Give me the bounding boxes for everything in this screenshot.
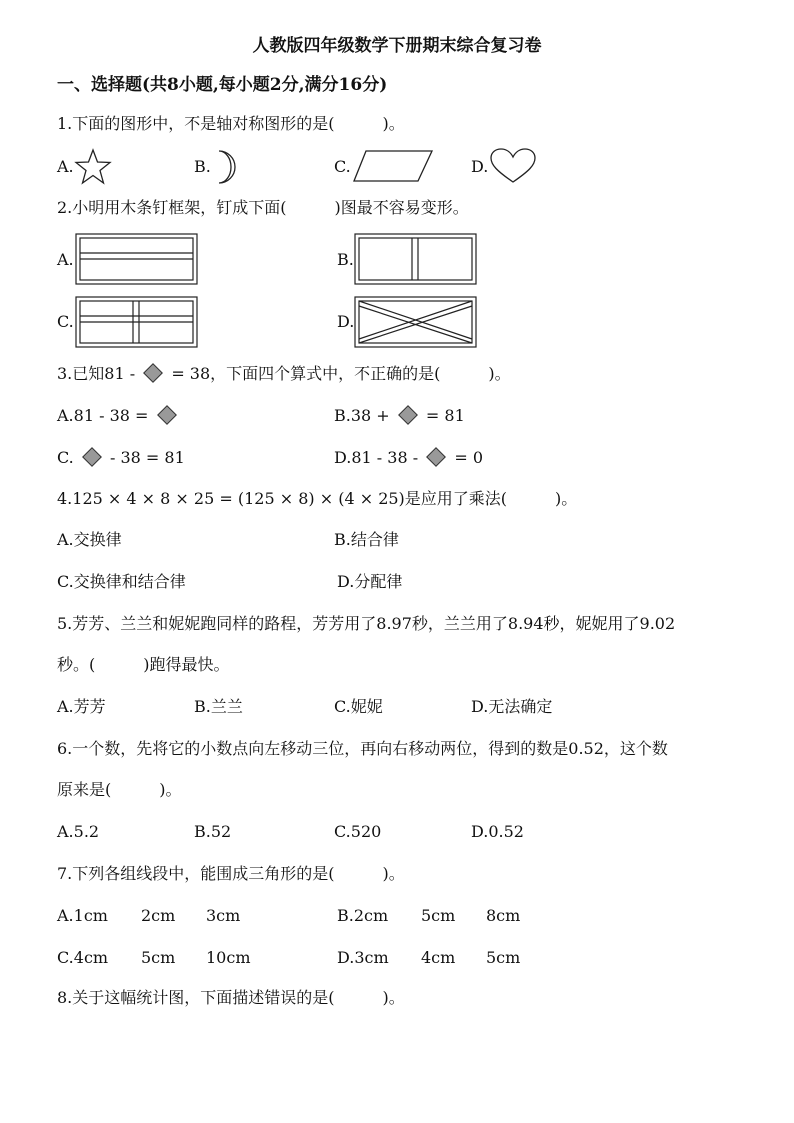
question-6-stem-line2: 原来是( )。 — [57, 780, 182, 799]
q6-option-b: B.52 — [194, 822, 232, 841]
q2-option-b-label: B. — [337, 250, 354, 269]
q7-option-c-3: 10cm — [206, 948, 251, 967]
q6-option-c: C.520 — [334, 822, 382, 841]
frame-c-figure — [75, 296, 198, 348]
q7-option-d-1: D.3cm — [337, 948, 389, 967]
question-8-stem: 8.关于这幅统计图，下面描述错误的是( )。 — [57, 988, 405, 1007]
q7-option-d-3: 5cm — [486, 948, 521, 967]
q5-option-b: B.兰兰 — [194, 697, 243, 716]
q7-option-a-1: A.1cm — [57, 906, 108, 925]
q3-option-d-suffix: = 0 — [454, 448, 483, 467]
q7-option-a-2: 2cm — [141, 906, 176, 925]
frame-a-figure — [75, 233, 198, 285]
diamond-icon — [82, 447, 102, 467]
q3-option-b-suffix: = 81 — [425, 406, 465, 425]
q3-option-b-text: B.38 + — [334, 406, 390, 425]
q3-option-c — [57, 448, 185, 468]
diamond-icon — [398, 405, 418, 425]
q7-option-a-3: 3cm — [206, 906, 241, 925]
q3-option-a — [57, 406, 180, 426]
heart-icon — [489, 147, 537, 185]
q2-option-d-label: D. — [337, 312, 355, 331]
q3-option-c-text: C. — [57, 448, 74, 467]
diamond-icon — [426, 447, 446, 467]
q1-option-d-label: D. — [471, 157, 489, 176]
q3-stem-suffix: = 38，下面四个算式中，不正确的是( )。 — [171, 364, 511, 383]
q7-option-b-2: 5cm — [421, 906, 456, 925]
question-4-stem: 4.125 × 4 × 8 × 25 = (125 × 8) × (4 × 25)是应用了乘法( )。 — [57, 489, 578, 508]
question-1-stem: 1.下面的图形中，不是轴对称图形的是( )。 — [57, 114, 405, 133]
question-7-stem: 7.下列各组线段中，能围成三角形的是( )。 — [57, 864, 405, 883]
q7-option-b-3: 8cm — [486, 906, 521, 925]
q4-option-b: B.结合律 — [334, 530, 399, 549]
parallelogram-icon — [352, 148, 436, 184]
q4-option-d: D.分配律 — [337, 572, 403, 591]
frame-d-figure — [354, 296, 477, 348]
q5-option-c: C.妮妮 — [334, 697, 383, 716]
diamond-icon — [143, 363, 163, 383]
page-title: 人教版四年级数学下册期末综合复习卷 — [252, 36, 542, 56]
q2-option-a-label: A. — [57, 250, 74, 269]
q5-option-d: D.无法确定 — [471, 697, 553, 716]
q4-option-a: A.交换律 — [57, 530, 122, 549]
question-5-stem-line1: 5.芳芳、兰兰和妮妮跑同样的路程，芳芳用了8.97秒，兰兰用了8.94秒，妮妮用了9.02 — [57, 614, 676, 633]
q6-option-d: D.0.52 — [471, 822, 524, 841]
q2-option-c-label: C. — [57, 312, 74, 331]
q4-option-c: C.交换律和结合律 — [57, 572, 186, 591]
question-6-stem-line1: 6.一个数，先将它的小数点向左移动三位，再向右移动两位，得到的数是0.52，这个数 — [57, 739, 668, 758]
q3-option-d — [334, 448, 483, 468]
q1-option-c-label: C. — [334, 157, 351, 176]
frame-b-figure — [354, 233, 477, 285]
diamond-icon — [157, 405, 177, 425]
q1-option-b-label: B. — [194, 157, 211, 176]
question-3-stem — [57, 364, 511, 384]
question-2-stem: 2.小明用木条钉框架，钉成下面( )图最不容易变形。 — [57, 198, 469, 217]
crescent-icon — [211, 148, 241, 186]
question-5-stem-line2: 秒。( )跑得最快。 — [57, 655, 230, 674]
q7-option-c-2: 5cm — [141, 948, 176, 967]
q3-option-b — [334, 406, 465, 426]
q6-option-a: A.5.2 — [57, 822, 100, 841]
q3-option-a-text: A.81 - 38 = — [57, 406, 149, 425]
q3-stem-prefix: 3.已知81 - — [57, 364, 136, 383]
q7-option-b-1: B.2cm — [337, 906, 389, 925]
q7-option-d-2: 4cm — [421, 948, 456, 967]
q3-option-d-text: D.81 - 38 - — [334, 448, 419, 467]
star-icon — [74, 148, 114, 186]
section-heading: 一、选择题(共8小题,每小题2分,满分16分) — [57, 75, 388, 95]
q1-option-a-label: A. — [57, 157, 74, 176]
q7-option-c-1: C.4cm — [57, 948, 109, 967]
q3-option-c-suffix: - 38 = 81 — [109, 448, 185, 467]
q5-option-a: A.芳芳 — [57, 697, 106, 716]
